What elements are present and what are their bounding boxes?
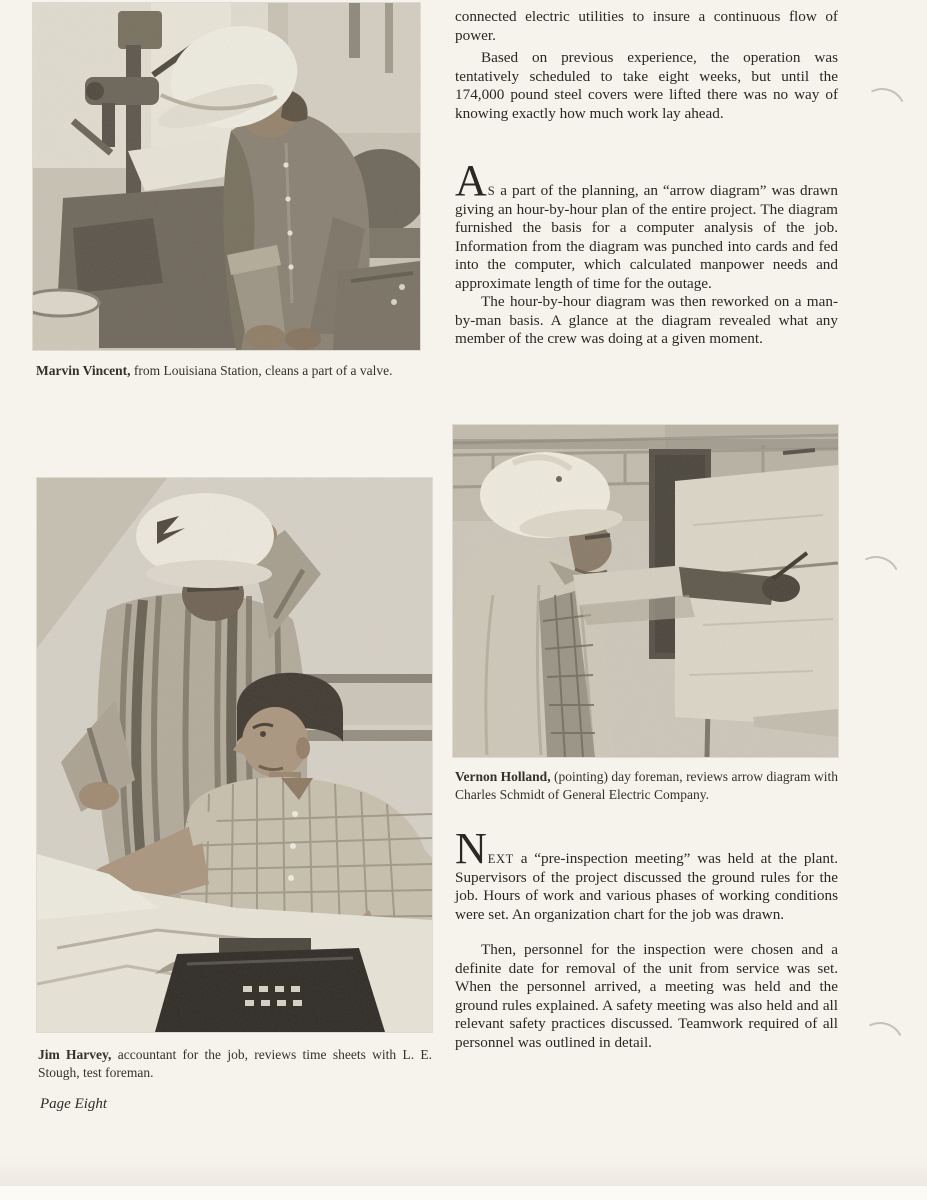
dropcap-a: A xyxy=(455,156,488,205)
caption-marvin-vincent xyxy=(36,362,428,380)
vernon-holland-photo-illustration xyxy=(453,425,838,757)
article-block-intro xyxy=(455,8,838,123)
photo-marvin-vincent xyxy=(33,3,420,350)
paragraph-continued: connected electric utilities to insure a continuous flow of power. xyxy=(455,8,838,44)
caption-name: Vernon Holland, xyxy=(455,769,551,784)
punch-hole-mark xyxy=(852,82,912,142)
paragraph-pre-inspection xyxy=(455,824,838,924)
caption-name: Jim Harvey, xyxy=(38,1047,112,1062)
marvin-vincent-photo-illustration xyxy=(33,3,420,350)
paragraph-text: a “pre-inspection meeting” was held at the plant. Supervisors of the project discussed the ground rules for the job. Hours of work and various phases of working conditions were set. An organization chart for the job was drawn. xyxy=(455,850,838,923)
jim-harvey-photo-illustration xyxy=(37,478,432,1032)
caption-text: from Louisiana Station, cleans a part of a valve. xyxy=(130,363,393,378)
article-block-planning xyxy=(455,156,838,349)
photo-jim-harvey xyxy=(37,478,432,1032)
article-block-meeting xyxy=(455,824,838,924)
article-block-personnel xyxy=(455,941,838,1052)
dropcap-n: N xyxy=(455,824,488,873)
caption-text: accountant for the job, reviews time sheets with L. E. Stough, test foreman. xyxy=(38,1047,432,1080)
smallcaps-s: S xyxy=(487,184,496,198)
paragraph-text: a part of the planning, an “arrow diagram” was drawn giving an hour-by-hour plan of the entire project. The diagram furnished the basis for a computer analysis of the job. Information from the diagram was punched into cards and fed into the computer, which calculated manpower needs and approximate length of time for the outage. xyxy=(455,182,838,292)
scan-shadow xyxy=(0,1156,927,1186)
caption-vernon-holland xyxy=(455,768,838,804)
smallcaps-ext: EXT xyxy=(487,852,514,866)
paragraph-previous-experience: Based on previous experience, the operation was tentatively scheduled to take eight weeks, but until the 174,000 pound steel covers were lifted there was no way of knowing exactly how much work lay ahead. xyxy=(455,49,838,122)
page-number: Page Eight xyxy=(40,1096,108,1112)
punch-hole-mark xyxy=(846,550,906,610)
paragraph-hour-by-hour: The hour-by-hour diagram was then reworked on a man-by-man basis. A glance at the diagram revealed what any member of the crew was doing at a given moment. xyxy=(455,293,838,347)
scan-edge xyxy=(0,1186,927,1200)
punch-hole-mark xyxy=(850,1016,910,1076)
caption-name: Marvin Vincent, xyxy=(36,363,131,378)
caption-jim-harvey xyxy=(38,1046,432,1082)
paragraph-personnel: Then, personnel for the inspection were chosen and a definite date for removal of the unit from service was set. When the personnel arrived, a meeting was held and the ground rules explained. A safety meeting was also held and all relevant safety practices discussed. Teamwork required of all personnel was outlined in detail. xyxy=(455,941,838,1051)
photo-vernon-holland xyxy=(453,425,838,757)
paragraph-arrow-diagram xyxy=(455,156,838,293)
caption-text: (pointing) day foreman, reviews arrow diagram with Charles Schmidt of General Electric Company. xyxy=(455,769,838,802)
